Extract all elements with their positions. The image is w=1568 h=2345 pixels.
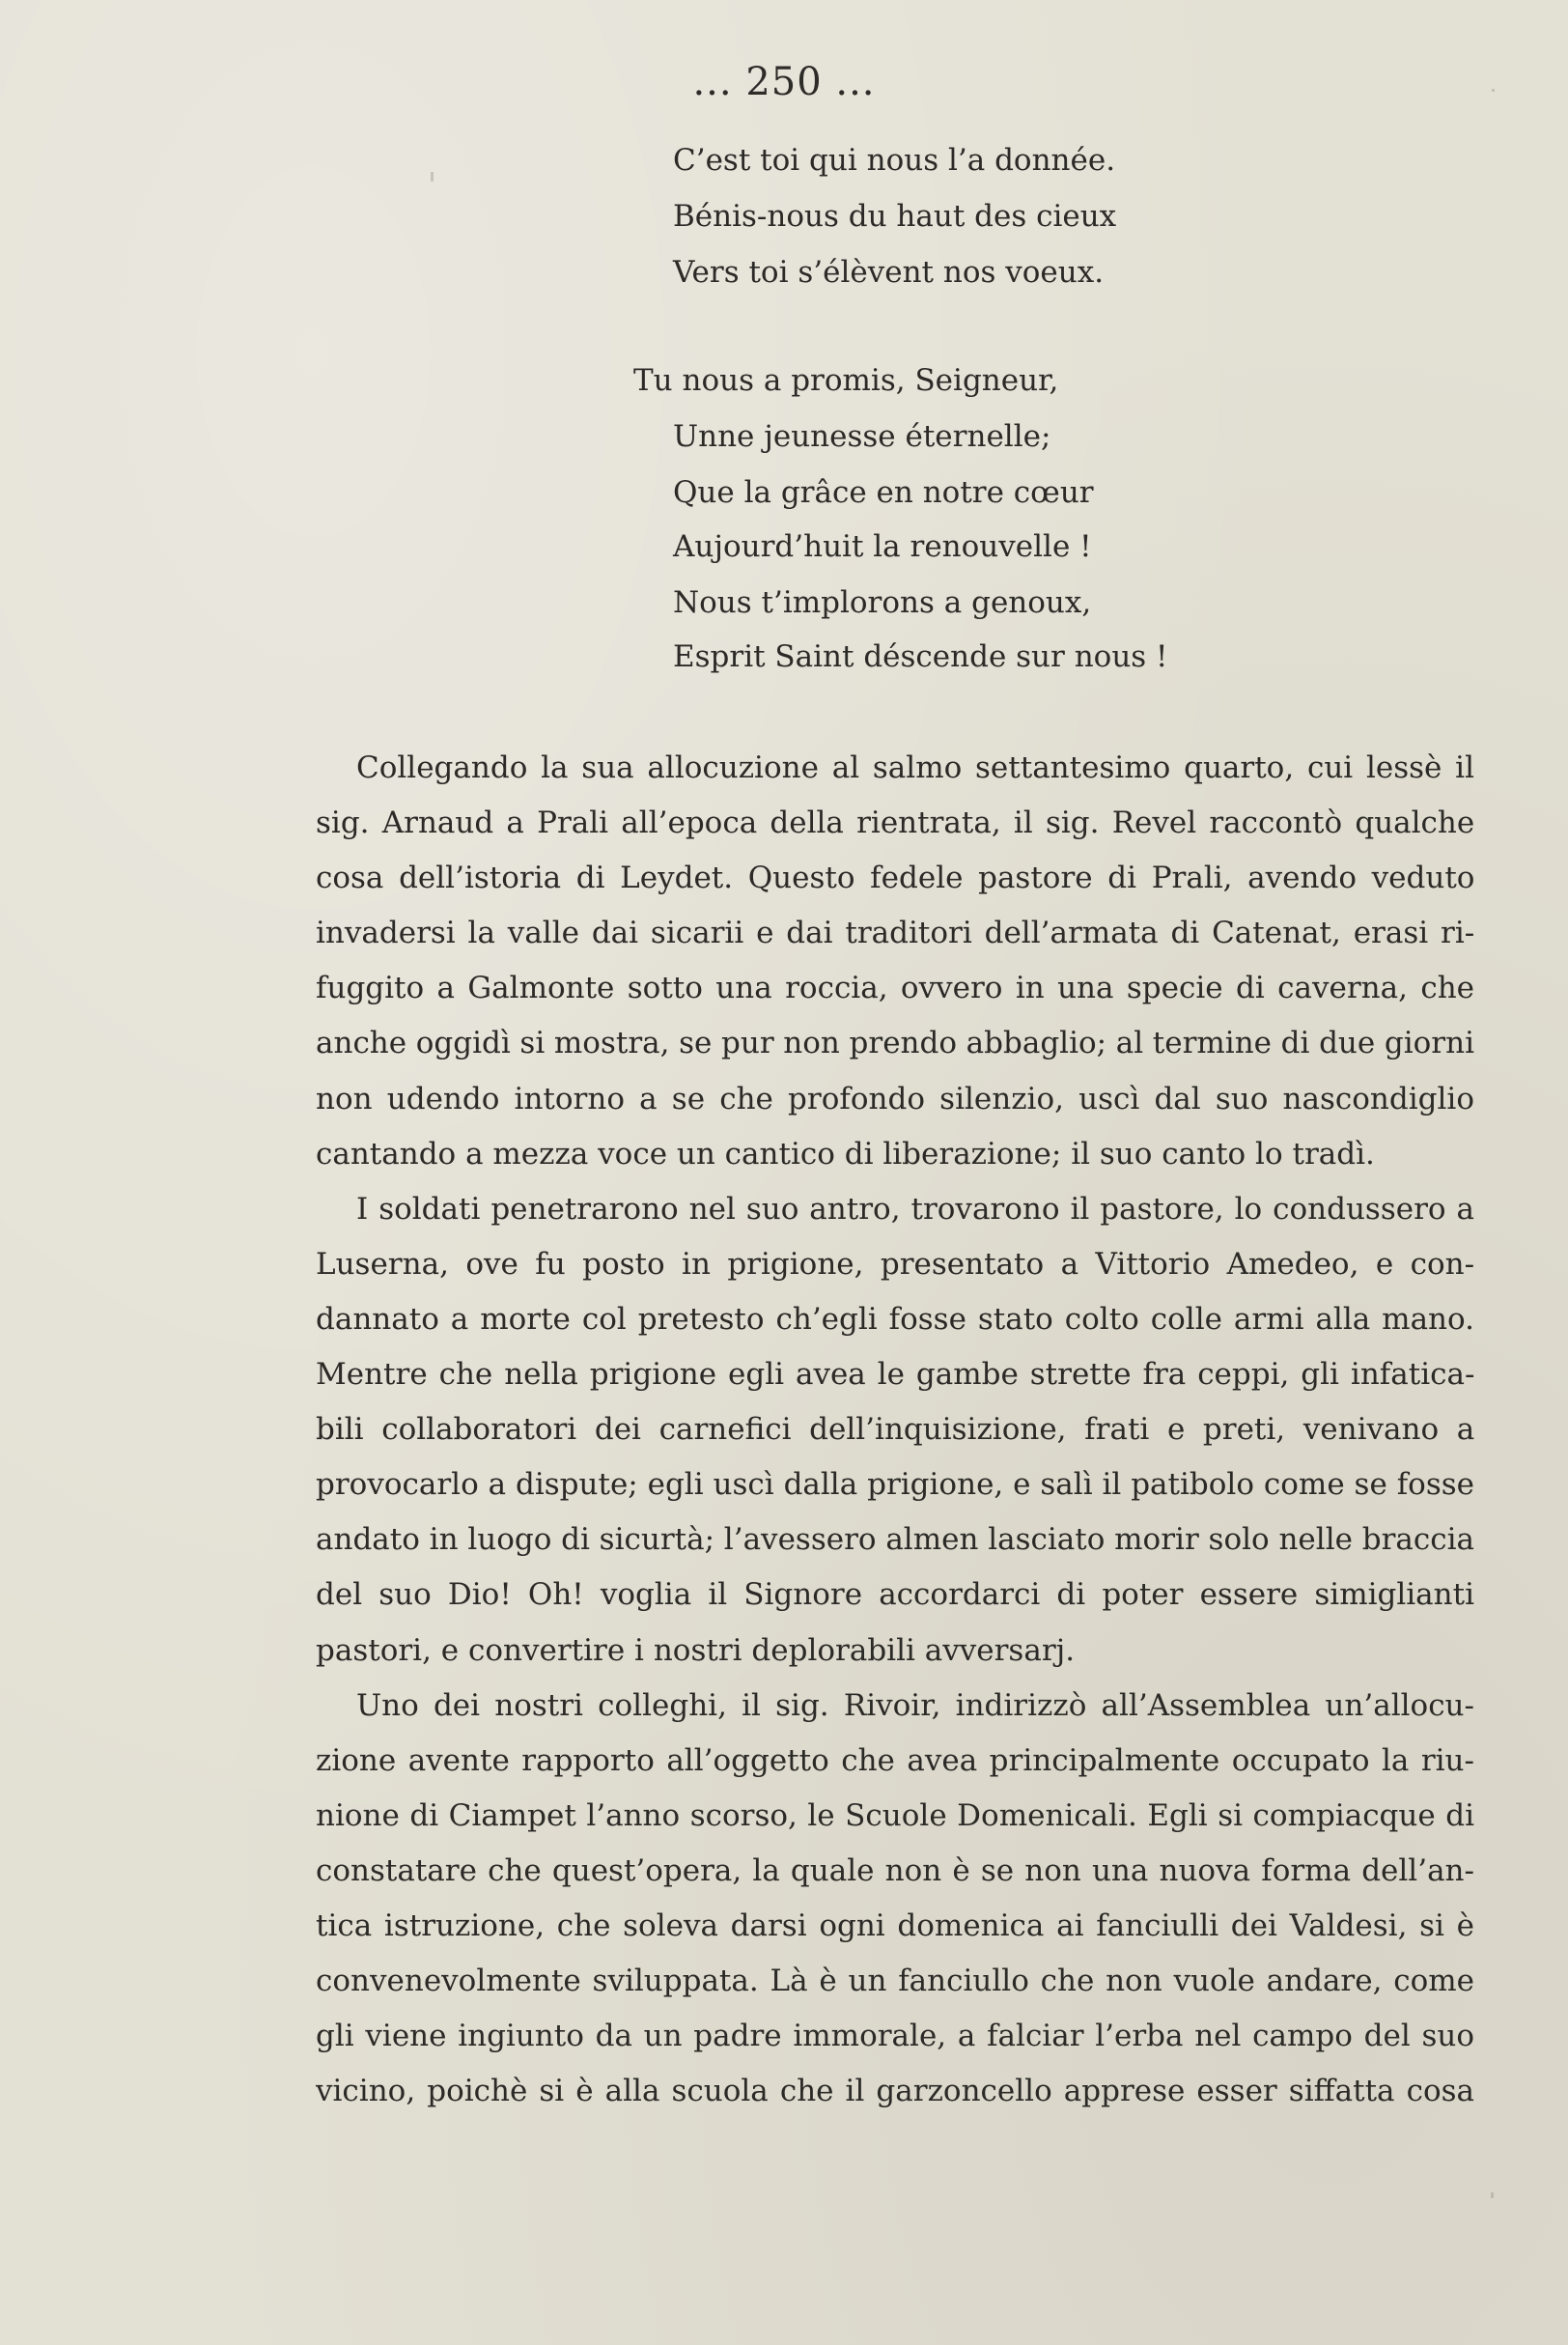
text-line: Uno dei nostri colleghi, il sig. Rivoir, indirizzò all’Assemblea un’allocu-	[356, 1687, 1474, 1723]
text-line: provocarlo a dispute; egli uscì dalla prigione, e salì il patibolo come se fosse	[316, 1467, 1474, 1503]
text-line: Luserna, ove fu posto in prigione, presentato a Vittorio Amedeo, e con-	[316, 1246, 1474, 1282]
print-speck	[1491, 2192, 1494, 2198]
text-line: nione di Ciampet l’anno scorso, le Scuole Domenicali. Egli si compiacque di	[316, 1797, 1474, 1833]
text-line: cantando a mezza voce un cantico di liberazione; il suo canto lo tradì.	[316, 1136, 1375, 1172]
text-line: anche oggidì si mostra, se pur non prendo abbaglio; al termine di due giorni	[316, 1026, 1474, 1061]
verse-line: Esprit Saint déscende sur nous !	[673, 639, 1168, 674]
text-line: pastori, e convertire i nostri deplorabili avversarj.	[316, 1632, 1076, 1668]
text-line: non udendo intorno a se che profondo silenzio, uscì dal suo nascondiglio	[316, 1081, 1474, 1116]
verse-line: Nous t’implorons a genoux,	[673, 585, 1092, 620]
text-line: Mentre che nella prigione egli avea le gambe strette fra ceppi, gli infatica-	[316, 1357, 1474, 1393]
text-line: bili collaboratori dei carnefici dell’inquisizione, frati e preti, venivano a	[316, 1412, 1474, 1448]
text-line: cosa dell’istoria di Leydet. Questo fedele pastore di Prali, avendo veduto	[316, 861, 1474, 896]
text-line: fuggito a Galmonte sotto una roccia, ovvero in una specie di caverna, che	[316, 971, 1474, 1006]
text-line: vicino, poichè si è alla scuola che il garzoncello apprese esser siffatta cosa	[316, 2074, 1474, 2109]
paragraph-leydet	[316, 741, 1474, 1182]
verse-line: Vers toi s’élèvent nos voeux.	[673, 255, 1105, 290]
text-line: del suo Dio! Oh! voglia il Signore accordarci di poter essere simiglianti	[316, 1577, 1474, 1613]
text-line: Collegando la sua allocuzione al salmo settantesimo quarto, cui lessè il	[356, 750, 1474, 785]
text-line: invadersi la valle dai sicarii e dai traditori dell’armata di Catenat, erasi ri-	[316, 916, 1474, 951]
print-speck	[431, 172, 434, 182]
text-line: constatare che quest’opera, la quale non è se non una nuova forma dell’an-	[316, 1852, 1474, 1888]
verse-line: Tu nous a promis, Seigneur,	[633, 363, 1059, 398]
text-line: andato in luogo di sicurtà; l’avessero almen lasciato morir solo nelle braccia	[316, 1522, 1474, 1558]
paragraph-soldati	[316, 1182, 1474, 1679]
text-line: convenevolmente sviluppata. Là è un fanciullo che non vuole andare, come	[316, 1964, 1474, 1999]
verse-line: Unne jeunesse éternelle;	[673, 419, 1051, 454]
page-number: ... 250 ...	[692, 60, 876, 104]
print-speck	[1492, 89, 1495, 92]
text-line: tica istruzione, che soleva darsi ogni domenica ai fanciulli dei Valdesi, si è	[316, 1907, 1474, 1943]
text-line: gli viene ingiunto da un padre immorale, a falciar l’erba nel campo del suo	[316, 2019, 1474, 2054]
verse-line: Aujourd’huit la renouvelle !	[673, 529, 1092, 564]
text-line: zione avente rapporto all’oggetto che avea principalmente occupato la riu-	[316, 1742, 1474, 1778]
body-text	[316, 741, 1474, 2119]
text-line: dannato a morte col pretesto ch’egli fosse stato colto colle armi alla mano.	[316, 1301, 1474, 1337]
paragraph-rivoir	[316, 1679, 1474, 2120]
text-line: I soldati penetrarono nel suo antro, trovarono il pastore, lo condussero a	[356, 1191, 1474, 1227]
verse-line: Que la grâce en notre cœur	[673, 475, 1094, 510]
text-line: sig. Arnaud a Prali all’epoca della rientrata, il sig. Revel raccontò qualche	[316, 805, 1474, 841]
verse-line: C’est toi qui nous l’a donnée.	[673, 143, 1116, 178]
verse-line: Bénis-nous du haut des cieux	[673, 199, 1117, 234]
